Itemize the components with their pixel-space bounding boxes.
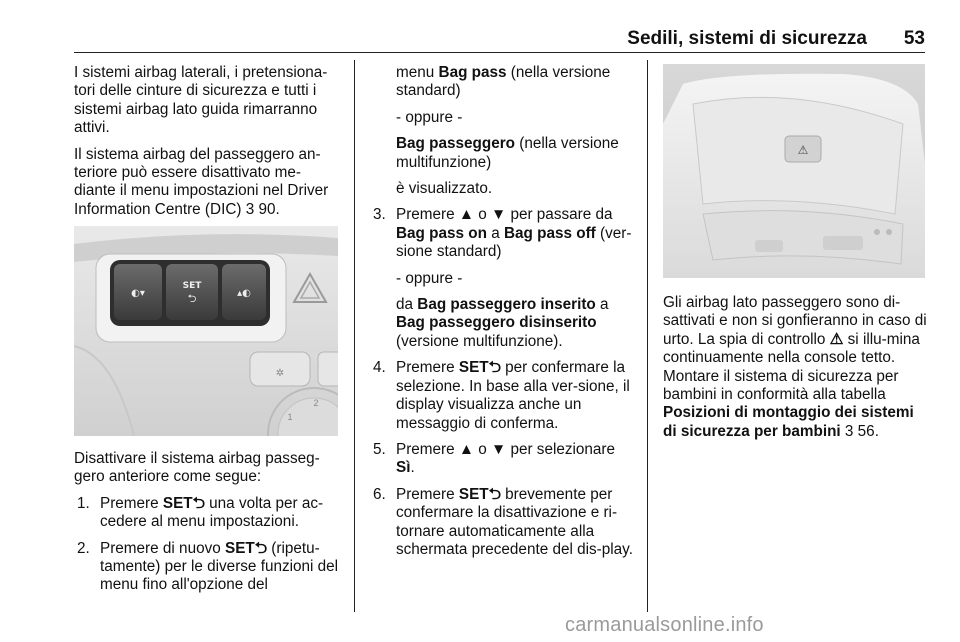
list-item: 2. Premere di nuovo SET⮌ (ripetu-tamente) per le diverse funzioni del menu fino all'opzione del [77,539,339,594]
paragraph: Bag passeggero (nella versione multifunzione) [396,135,619,171]
set-key: SET [458,485,489,503]
airbag-off-warning-icon: ⚠ [829,330,844,348]
column-divider-2 [647,60,648,612]
paragraph: - oppure - [396,108,463,126]
svg-text:▴◐: ▴◐ [237,288,251,299]
svg-text:◐▾: ◐▾ [131,288,145,299]
paragraph: Il sistema airbag del passeggero an-teriore può essere disattivato me-diante il menu impostazioni nel Driver Information Centre (DIC) 3 90. [74,145,329,218]
column-3 [663,294,927,449]
paragraph: menu Bag pass (nella versione standard) [396,64,611,100]
svg-text:✲: ✲ [275,368,285,379]
column-2 [370,64,634,567]
page-header [74,28,925,50]
paragraph: Disattivare il sistema airbag passeg-gero anteriore come segue: [74,450,320,486]
paragraph: è visualizzato. [396,180,493,198]
set-key: SET [162,494,193,512]
set-key: SET [225,539,255,557]
set-button-panel-image [74,226,338,436]
set-label: SET [182,281,202,291]
list-item: 6. Premere SET⮌ brevemente per confermare la disattivazione e ri-tornare automaticamente alla schermata precedente del dis-play. [373,485,633,558]
svg-text:⮌: ⮌ [187,292,197,305]
list-item: 1. Premere SET⮌ una volta per ac-cedere al menu impostazioni. [77,494,324,531]
page-number: 53 [903,28,925,49]
column-divider-1 [354,60,355,612]
return-arrow-icon: ⮌ [254,539,268,557]
paragraph: Gli airbag lato passeggero sono di-sattivati e non si gonfieranno in caso di urto. La spia di controllo ⚠ si illu-mina continuamente nella console tetto. Montare il sistema di sicurezza per bambini in conformità alla tabella Posizioni di montaggio dei sistemi di sicurezza per bambini 3 56. [663,294,927,440]
page-reference[interactable]: 3 56. [844,422,879,440]
svg-text:1: 1 [287,412,293,422]
return-arrow-icon: ⮌ [192,494,205,512]
svg-text:⚠: ⚠ [797,143,809,157]
steps-list [74,495,342,595]
header-rule [74,52,925,53]
column-1 [74,64,342,227]
list-item: 5. Premere ▲ o ▼ per selezionare Sì. [373,440,616,477]
list-item: 3. Premere ▲ o ▼ per passare da Bag pass on a Bag pass off (ver-sione standard) - oppure - da Bag passeggero inserito a Bag passeggero disinserito (versione multifunzione). [373,206,632,350]
column-1-lower [74,450,342,603]
watermark: carmanualsonline.info [565,614,764,636]
paragraph: I sistemi airbag laterali, i pretensiona-tori delle cinture di sicurezza e tutti i sistemi airbag lato guida rimarranno attivi. [74,64,328,137]
page-reference[interactable]: 3 90. [245,200,280,218]
return-arrow-icon: ⮌ [488,359,501,377]
roof-console-image [663,64,925,278]
svg-text:2: 2 [313,398,319,408]
steps-list [370,206,634,559]
set-key: SET [458,359,489,377]
return-arrow-icon: ⮌ [488,485,501,503]
page-title: Sedili, sistemi di sicurezza [627,28,867,49]
list-item: 4. Premere SET⮌ per confermare la selezione. In base alla ver-sione, il display visualizza anche un messaggio di conferma. [373,359,630,432]
